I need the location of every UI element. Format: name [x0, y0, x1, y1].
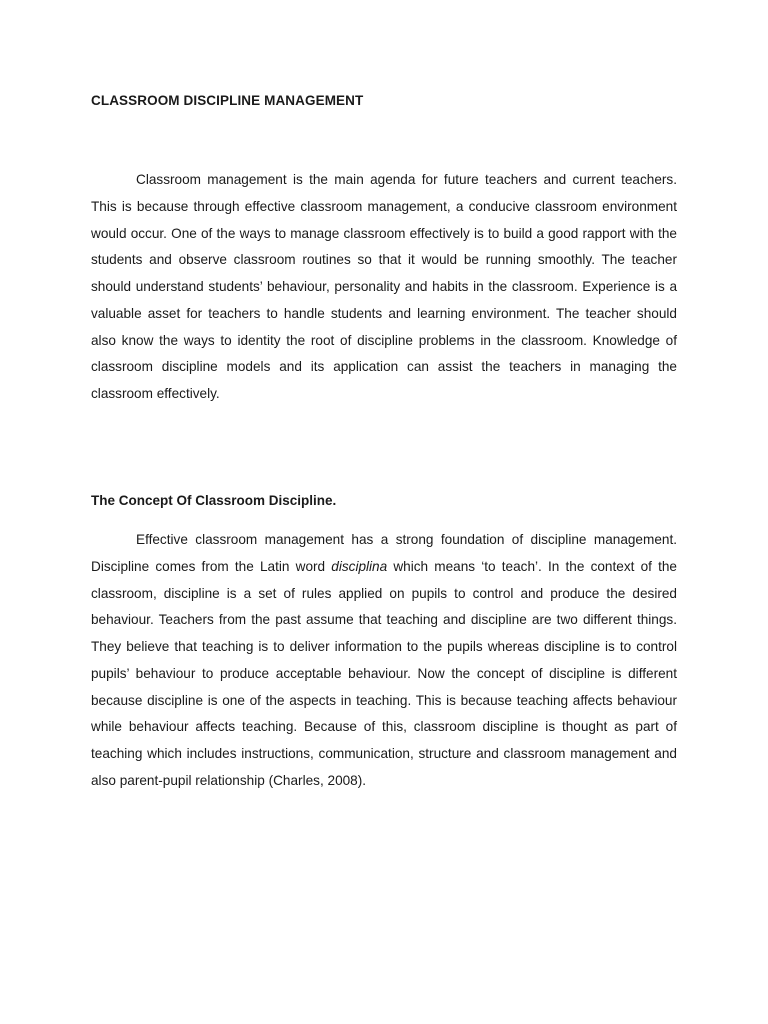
concept-paragraph-text-end: which means ‘to teach’. In the context of the classroom, discipline is a set of rules applied on pupils to control and produce the desired behaviour. Teachers from the past assume that teaching and discipline are two different things. They believe that teaching is to deliver information to the pupils whereas discipline is to control pupils’ behaviour to produce acceptable behaviour. Now the concept of discipline is different because discipline is one of the aspects in teaching. This is because teaching affects behaviour while behaviour affects teaching. Because of this, classroom discipline is thought as part of teaching which includes instructions, communication, structure and classroom management and also parent-pupil relationship (Charles, 2008). [91, 558, 677, 788]
latin-word-disciplina: disciplina [331, 558, 388, 574]
intro-paragraph: Classroom management is the main agenda for future teachers and current teachers. This is because through effective classroom management, a conducive classroom environment would occur. One of the ways to manage classroom effectively is to build a good rapport with the students and observe classroom routines so that it would be running smoothly. The teacher should understand students’ behaviour, personality and habits in the classroom. Experience is a valuable asset for teachers to handle students and learning environment. The teacher should also know the ways to identity the root of discipline problems in the classroom. Knowledge of classroom discipline models and its application can assist the teachers in managing the classroom effectively. [91, 172, 677, 401]
concept-paragraph-text-start: Effective classroom management has a strong foundation of discipline management. Discipline comes from the Latin word [91, 532, 677, 574]
concept-paragraph [91, 527, 677, 795]
document-title: CLASSROOM DISCIPLINE MANAGEMENT [91, 93, 364, 108]
section-heading: The Concept Of Classroom Discipline. [91, 493, 337, 508]
